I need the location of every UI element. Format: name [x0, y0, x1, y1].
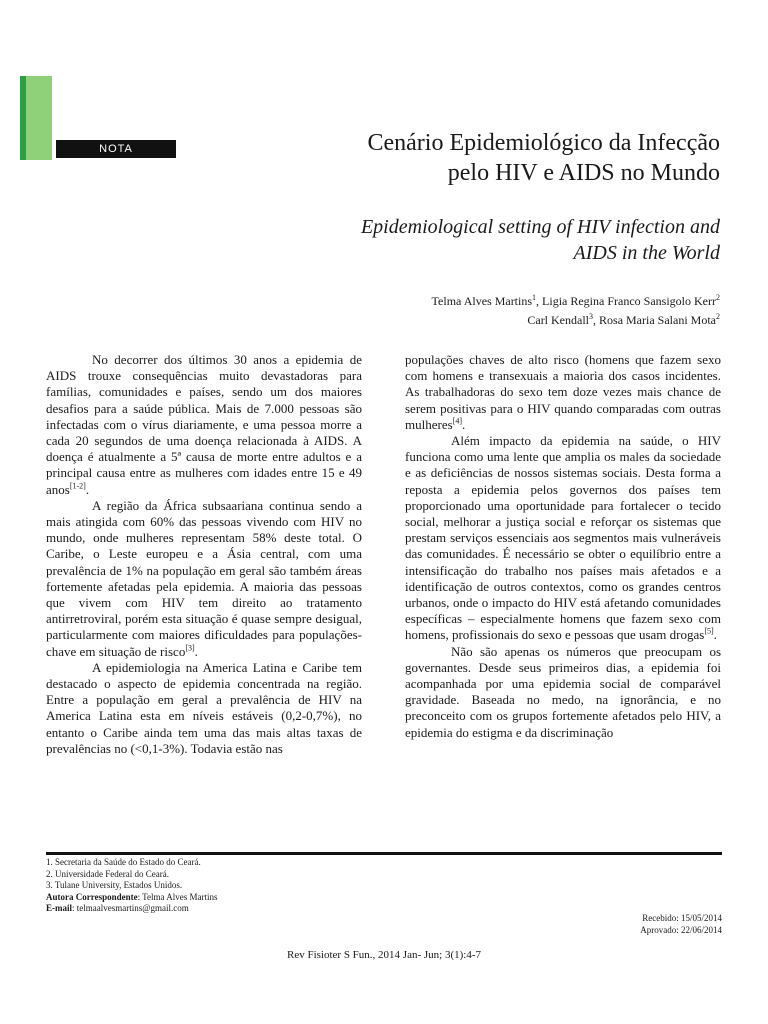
citation-1-2[interactable]: [1-2] [69, 481, 86, 491]
paragraph-5-text: Não são apenas os números que preocupam os governantes. Desde seus primeiros dias, a epidemia foi acompanhada por uma epidemia social de comparável gravidade. Baseada no medo, na ignorância, e no preconceito com os grupos fortemente afetados pelo HIV, a epidemia do estigma e da discriminação [405, 643, 721, 740]
paragraph-4-text: Além impacto da epidemia na saúde, o HIV funciona como uma lente que amplia os males da sociedade e as deficiências de nossos sistemas sociais. Desta forma a reposta a epidemia pelos governos dos países tem proporcionado uma oportunidade para fortalecer o tecido social, melhorar a justiça social e reforçar os sistemas que prestam serviços essenciais aos segmentos mais vulneráveis das comunidades. É necessário se obter o equilíbrio entre a intensificação do trabalho nos países mais afetados e a identificação de outros contextos, como os grandes centros urbanos, onde o impacto do HIV está afetando comunidades específicas – especialmente homens que fazem sexo com homens, profissionais do sexo e pessoas que usam drogas [405, 433, 721, 643]
paragraph-2 [46, 498, 362, 660]
paragraph-3-cont-text: populações chaves de alto risco (homens que fazem sexo com homens e transexuais a maioria dos casos incidentes. As trabalhadoras do sexo tem doze vezes mais chance de serem positivas para o HIV quando comparadas com outras mulheres [405, 352, 721, 432]
paragraph-2-end: . [194, 643, 198, 659]
article-title-en [250, 214, 720, 266]
author-3-affiliation: 3 [589, 312, 594, 321]
corresponding-author [46, 892, 446, 904]
body-column-left [46, 352, 362, 757]
title-pt-line-2: pelo HIV e AIDS no Mundo [447, 160, 720, 186]
accent-bar [20, 76, 52, 160]
journal-citation: Rev Fisioter S Fun., 2014 Jan- Jun; 3(1):4-7 [286, 949, 482, 961]
author-2: , Ligia Regina Franco Sansigolo Kerr [536, 294, 716, 308]
paragraph-4 [405, 433, 721, 644]
author-2-affiliation: 2 [716, 293, 720, 302]
paragraph-1-text: No decorrer dos últimos 30 anos a epidemia de AIDS trouxe consequências muito devastadoras para famílias, comunidades e países, sendo um dos maiores desafios para a saúde pública. Mais de 7.000 pessoas são infectadas com o vírus diariamente, e uma pessoa morre a cada 20 segundos de uma doença relacionada à AIDS. A doença é atualmente a 5ª causa de morte entre adultos e a principal causa entre as mulheres com idades entre 15 e 49 anos [46, 352, 362, 497]
author-4: , Rosa Maria Salani Mota [593, 313, 716, 327]
author-3: Carl Kendall [527, 313, 590, 327]
paragraph-1-end: . [85, 481, 90, 497]
approved-date: Aprovado: 22/06/2014 [640, 925, 722, 935]
author-1-affiliation: 1 [532, 293, 537, 302]
title-en-line-1: Epidemiological setting of HIV infection and [360, 216, 720, 238]
corresponding-author-name: : Telma Alves Martins [137, 891, 218, 902]
author-1: Telma Alves Martins [431, 294, 533, 308]
citation-3[interactable]: [3] [185, 643, 195, 653]
paragraph-3-text: A epidemiologia na America Latina e Caribe tem destacado o aspecto de epidemia concentrada na região. Entre a população em geral a prevalência de HIV na America Latina esta em níveis estáveis (0,2-0,7%), no entanto o Caribe ainda tem uma das mais altas taxas de prevalências no (<0,1-3%). Todavia estão nas [46, 659, 362, 756]
paragraph-5 [405, 644, 721, 741]
corresponding-author-label: Autora Correspondente [46, 891, 138, 902]
paragraph-3-continued [405, 352, 721, 433]
paragraph-4-end: . [713, 627, 717, 643]
contact-email [46, 903, 446, 915]
author-list [250, 290, 720, 328]
affiliation-1: 1. Secretaria da Saúde do Estado do Ceará. [46, 857, 201, 867]
section-tag: NOTA [56, 140, 176, 158]
email-address[interactable]: : telmaalvesmartins@gmail.com [72, 903, 189, 913]
citation-5[interactable]: [5] [704, 627, 714, 637]
footnotes [46, 857, 446, 915]
paragraph-3 [46, 660, 362, 757]
title-pt-line-1: Cenário Epidemiológico da Infecção [367, 130, 720, 156]
affiliation-3: 3. Tulane University, Estados Unidos. [46, 880, 183, 890]
affiliation-2: 2. Universidade Federal do Ceará. [46, 868, 169, 879]
paragraph-1 [46, 352, 362, 498]
author-4-affiliation: 2 [716, 312, 720, 321]
footnote-divider [46, 852, 722, 855]
email-label: E-mail [46, 903, 72, 913]
received-date: Recebido: 15/05/2014 [642, 913, 722, 923]
body-column-right [405, 352, 721, 741]
paragraph-3-end: . [461, 416, 466, 432]
title-en-line-2: AIDS in the World [573, 242, 720, 264]
citation-4[interactable]: [4] [452, 416, 462, 426]
article-title-pt [250, 128, 720, 188]
submission-dates [522, 912, 722, 936]
paragraph-2-text: A região da África subsaariana continua sendo a mais atingida com 60% das pessoas vivendo com HIV no mundo, onde mulheres representam 58% deste total. O Caribe, o Leste europeu e a Ásia central, com uma prevalência de 1% na população em geral são também áreas fortemente afetadas pela epidemia. A maioria das pessoas que vivem com HIV tem direito ao tratamento antirretroviral, porém esta situação é quase sempre desigual, particularmente com maiores dificuldades para populações-chave em situação de risco [46, 497, 362, 659]
